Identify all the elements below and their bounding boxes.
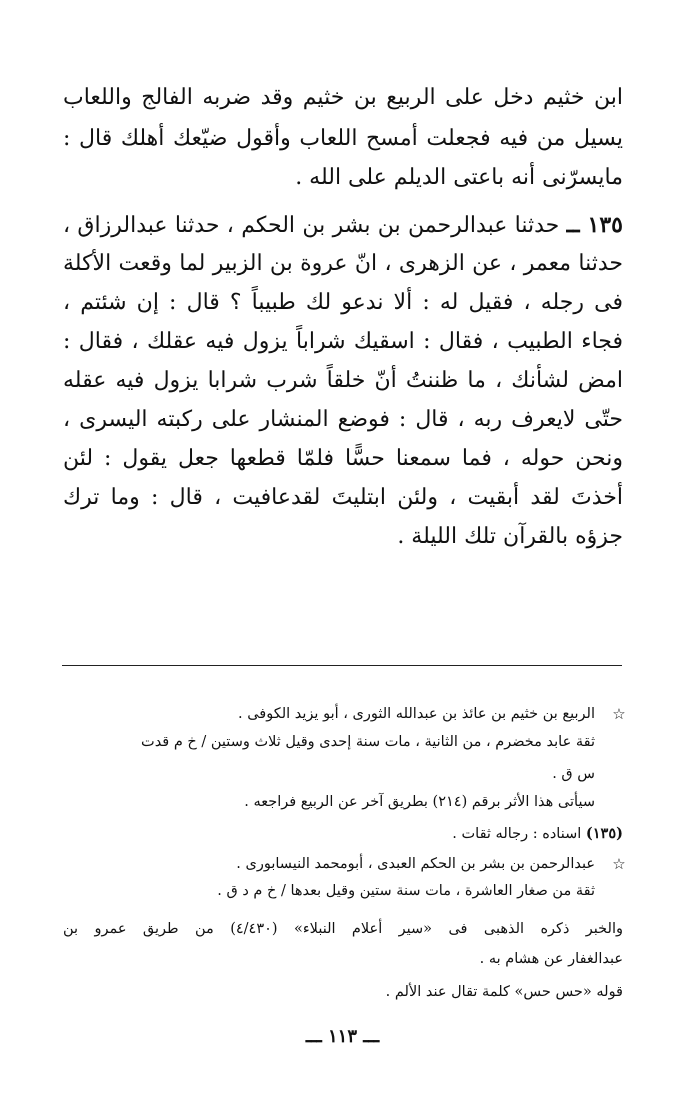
footnote-isnad [452, 820, 623, 848]
footnote-isnad-text: اسناده : رجاله ثقات . [452, 826, 582, 842]
hadith-line: حتّى لايعرف ربه ، قال : فوضع المنشار على ركبته اليسرى ، [63, 407, 623, 432]
hadith-first-line [63, 205, 623, 246]
star-icon: ☆ [612, 855, 626, 873]
hadith-line: أخذتَ لقد أبقيت ، ولئن ابتليتَ لقدعافيت ، قال : وما ترك [63, 485, 623, 510]
hadith-line: ونحن حوله ، فما سمعنا حسًّا فلمّا قطعها جعل يقول : لئن [63, 446, 623, 471]
hadith-line: جزؤه بالقرآن تلك الليلة . [397, 524, 623, 549]
hadith-line-text: حدثنا عبدالرحمن بن بشر بن الحكم ، حدثنا عبدالرزاق ، [63, 213, 560, 238]
footnote-line: الربيع بن خثيم بن عائذ بن عبدالله الثورى ، أبو يزيد الكوفى . [238, 706, 595, 722]
paragraph-line: ابن خثيم دخل على الربيع بن خثيم وقد ضربه الفالج واللعاب [63, 85, 623, 110]
paragraph-line: يسيل من فيه فجعلت أمسح اللعاب وأقول ضيّعك أهلك قال : [63, 126, 623, 151]
star-icon: ☆ [612, 705, 626, 723]
footnote-line: س ق . [552, 766, 595, 782]
footnote-line: عبدالغفار عن هشام به . [479, 951, 623, 967]
hadith-line: فى رجله ، فقيل له : ألا ندعو لك طبيباً ؟ قال : إن شئتم ، [63, 290, 623, 315]
footnote-line: ثقة من صغار العاشرة ، مات سنة ستين وقيل بعدها / خ م د ق . [217, 883, 595, 899]
paragraph-line: مايسرّنى أنه باعتى الديلم على الله . [295, 165, 623, 190]
footnote-number: (١٣٥) [585, 825, 623, 842]
footnote-line: عبدالرحمن بن بشر بن الحكم العبدى ، أبومحمد النيسابورى . [236, 856, 595, 872]
hadith-line: حدثنا معمر ، عن الزهرى ، انّ عروة بن الزبير لما وقعت الأكلة [63, 251, 623, 276]
footnote-line: ثقة عابد مخضرم ، من الثانية ، مات سنة إحدى وقيل ثلاث وستين / خ م قدت [141, 734, 595, 750]
hadith-line: امض لشأنك ، ما ظننتُ أنّ خلقاً شرب شرابا يزول فيه عقله [63, 368, 623, 393]
footnote-line: سيأتى هذا الأثر برقم (٢١٤) بطريق آخر عن الربيع فراجعه . [244, 794, 595, 810]
hadith-number: ١٣٥ ــ [566, 212, 623, 238]
hadith-line: فجاء الطبيب ، فقال : اسقيك شراباً يزول فيه عقلك ، فقال : [63, 329, 623, 354]
footnote-line: قوله «حس حس» كلمة تقال عند الألم . [385, 984, 623, 1000]
footnote-separator [62, 665, 622, 666]
footnote-line: والخبر ذكره الذهبى فى «سير أعلام النبلاء» (٤/٤٣٠) من طريق عمرو بن [63, 921, 623, 937]
page-number: ـــ ١١٣ ـــ [305, 1026, 380, 1047]
